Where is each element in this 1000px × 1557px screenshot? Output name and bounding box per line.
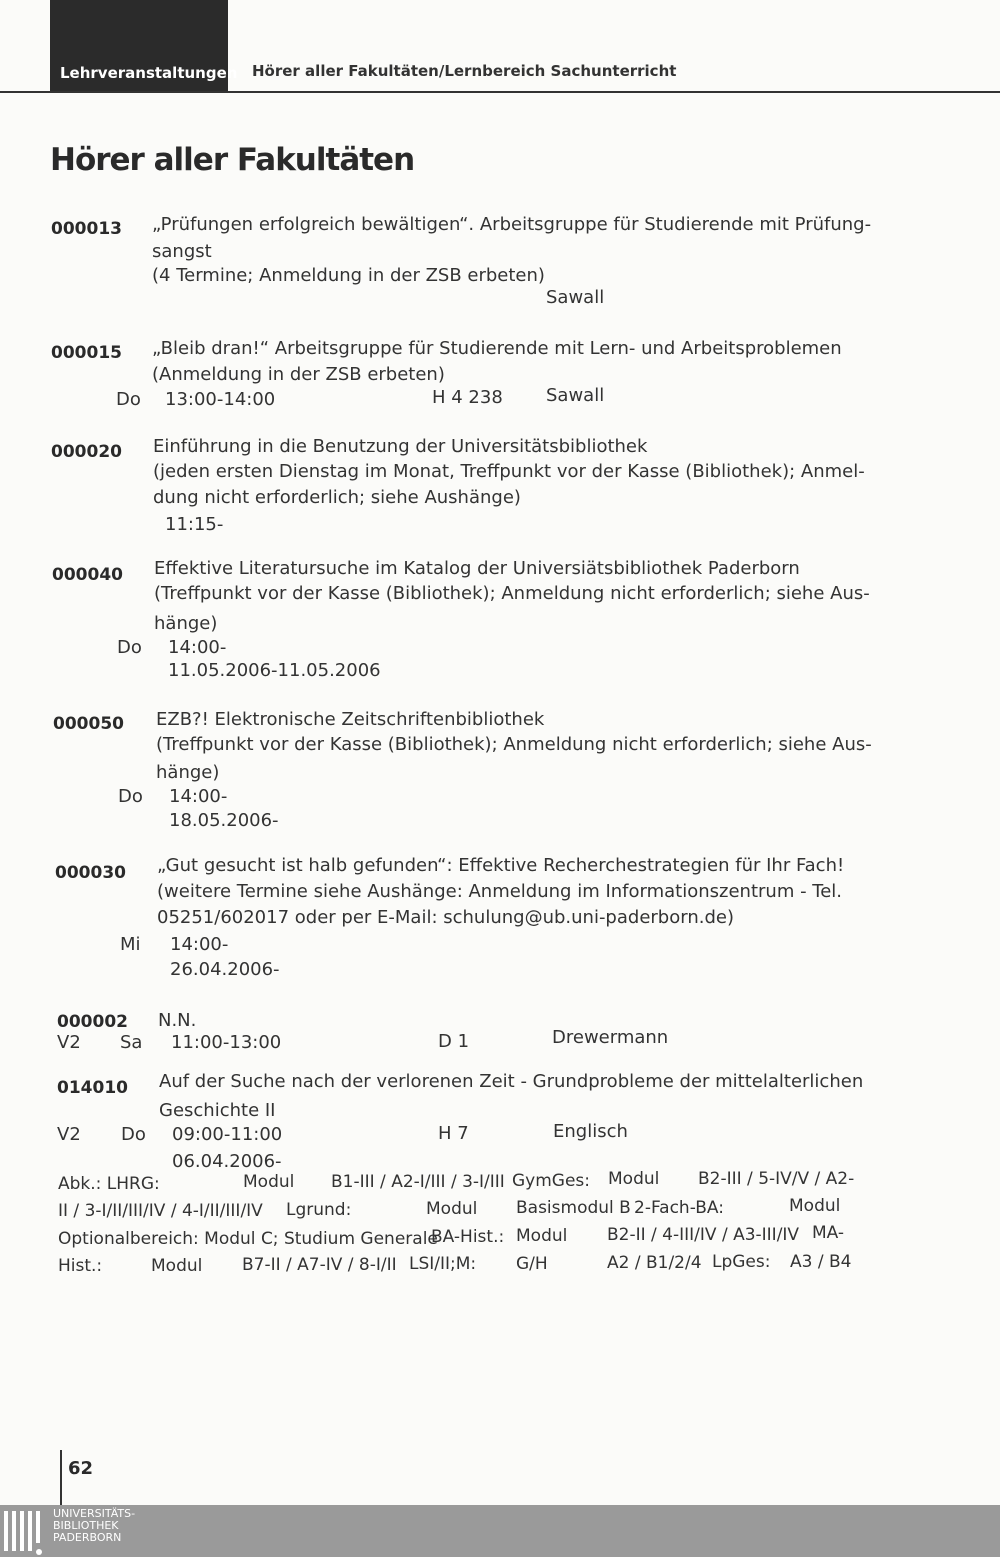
page-number: 62: [68, 1458, 94, 1479]
course-title-line: Geschichte II: [159, 1100, 276, 1121]
library-logo-dot: [36, 1549, 42, 1555]
abk-cell: LpGes:: [712, 1252, 771, 1272]
course-code: 000002: [57, 1012, 128, 1032]
page-title: Hörer aller Fakultäten: [50, 142, 415, 178]
course-lecturer: Sawall: [546, 287, 605, 308]
course-title-line: Einführung in die Benutzung der Universitätsbibliothek: [153, 436, 648, 457]
abk-cell: LSI/II;M:: [409, 1254, 477, 1274]
abk-cell: Modul: [426, 1199, 478, 1219]
course-note: hänge): [156, 762, 220, 783]
course-time: 14:00-: [169, 786, 228, 807]
footer-bar: [0, 1505, 1000, 1557]
abk-cell: Optionalbereich: Modul C; Studium Generale: [58, 1229, 438, 1249]
course-note: 05251/602017 oder per E-Mail: schulung@ub.uni-paderborn.de): [157, 907, 734, 928]
course-day: Sa: [120, 1032, 143, 1053]
course-code: 014010: [57, 1078, 128, 1098]
header-title: Hörer aller Fakultäten/Lernbereich Sachunterricht: [252, 62, 677, 80]
course-note: (Treffpunkt vor der Kasse (Bibliothek); Anmeldung nicht erforderlich; siehe Aus-: [154, 583, 870, 604]
course-note: (4 Termine; Anmeldung in der ZSB erbeten): [152, 265, 545, 286]
abk-cell: Modul: [516, 1226, 568, 1246]
abk-cell: MA-: [812, 1223, 845, 1243]
abk-cell: A3 / B4: [790, 1252, 852, 1272]
library-name: [53, 1508, 135, 1544]
course-room: H 4 238: [432, 387, 503, 408]
course-title-line: „Gut gesucht ist halb gefunden“: Effektive Recherchestrategien für Ihr Fach!: [157, 855, 845, 876]
course-time: 13:00-14:00: [165, 389, 276, 410]
course-code: 000015: [51, 343, 122, 363]
course-note: (jeden ersten Dienstag im Monat, Treffpunkt vor der Kasse (Bibliothek); Anmel-: [153, 461, 865, 482]
course-time: 09:00-11:00: [172, 1124, 283, 1145]
abk-cell: Hist.:: [58, 1256, 103, 1276]
course-title-line: Auf der Suche nach der verlorenen Zeit - Grundprobleme der mittelalterlichen: [159, 1071, 864, 1092]
course-date: 26.04.2006-: [170, 959, 280, 980]
course-type: V2: [57, 1032, 81, 1053]
course-day: Do: [118, 786, 143, 807]
course-time: 14:00-: [168, 637, 227, 658]
library-name-line: PADERBORN: [53, 1531, 122, 1544]
abk-cell: 2-Fach-BA:: [634, 1198, 724, 1218]
course-room: D 1: [438, 1031, 470, 1052]
course-note: (Anmeldung in der ZSB erbeten): [152, 364, 445, 385]
abk-cell: Abk.: LHRG:: [58, 1174, 160, 1194]
abk-cell: B1-III / A2-I/III / 3-I/III: [331, 1172, 505, 1192]
course-code: 000013: [51, 219, 122, 239]
course-day: Do: [116, 389, 141, 410]
course-type: V2: [57, 1124, 81, 1145]
abk-cell: B2-II / 4-III/IV / A3-III/IV: [607, 1225, 800, 1245]
course-title-line: EZB?! Elektronische Zeitschriftenbibliothek: [156, 709, 545, 730]
footer-rule: [60, 1450, 62, 1506]
abk-cell: Modul: [608, 1169, 660, 1189]
course-code: 000040: [52, 565, 123, 585]
course-note: (Treffpunkt vor der Kasse (Bibliothek); Anmeldung nicht erforderlich; siehe Aus-: [156, 734, 872, 755]
course-note: (weitere Termine siehe Aushänge: Anmeldung im Informationszentrum - Tel.: [157, 881, 843, 902]
course-title-line: „Bleib dran!“ Arbeitsgruppe für Studierende mit Lern- und Arbeitsproblemen: [152, 338, 842, 359]
course-title-line: N.N.: [158, 1010, 197, 1031]
course-title-line: Effektive Literatursuche im Katalog der Universiätsbibliothek Paderborn: [154, 558, 800, 579]
course-lecturer: Sawall: [546, 385, 605, 406]
abk-cell: II / 3-I/II/III/IV / 4-I/II/III/IV: [58, 1201, 263, 1221]
abk-cell: Basismodul B: [516, 1198, 631, 1218]
course-day: Do: [117, 637, 142, 658]
course-room: H 7: [438, 1123, 469, 1144]
course-day: Mi: [120, 934, 141, 955]
abk-cell: Modul: [243, 1172, 295, 1192]
header-tab: [50, 0, 238, 92]
course-note: hänge): [154, 613, 218, 634]
header-tab-label: Lehrveranstaltungen: [60, 64, 238, 82]
course-code: 000030: [55, 863, 126, 883]
abk-cell: B2-III / 5-IV/V / A2-: [698, 1169, 855, 1189]
course-note: dung nicht erforderlich; siehe Aushänge): [153, 487, 521, 508]
abk-cell: Lgrund:: [286, 1200, 352, 1220]
abk-cell: BA-Hist.:: [431, 1227, 505, 1247]
course-lecturer: Englisch: [553, 1121, 628, 1142]
course-date: 11.05.2006-11.05.2006: [168, 660, 381, 681]
abk-cell: Modul: [789, 1196, 841, 1216]
course-day: Do: [121, 1124, 146, 1145]
abk-cell: A2 / B1/2/4: [607, 1253, 702, 1273]
course-time: 14:00-: [170, 934, 229, 955]
library-name-line: BIBLIOTHEK: [53, 1519, 119, 1532]
course-time: 11:15-: [165, 514, 224, 535]
abk-cell: B7-II / A7-IV / 8-I/II: [242, 1255, 397, 1275]
header-rule: [0, 91, 1000, 93]
abk-cell: GymGes:: [512, 1171, 591, 1191]
abk-cell: G/H: [516, 1254, 548, 1274]
abk-cell: Modul: [151, 1256, 203, 1276]
course-title-line: sangst: [152, 241, 212, 262]
course-title-line: „Prüfungen erfolgreich bewältigen“. Arbeitsgruppe für Studierende mit Prüfung-: [152, 214, 872, 235]
course-time: 11:00-13:00: [171, 1032, 282, 1053]
library-name-line: UNIVERSITÄTS-: [53, 1507, 136, 1520]
course-date: 06.04.2006-: [172, 1151, 282, 1172]
course-date: 18.05.2006-: [169, 810, 279, 831]
course-code: 000020: [51, 442, 122, 462]
course-lecturer: Drewermann: [552, 1027, 669, 1048]
course-code: 000050: [53, 714, 124, 734]
